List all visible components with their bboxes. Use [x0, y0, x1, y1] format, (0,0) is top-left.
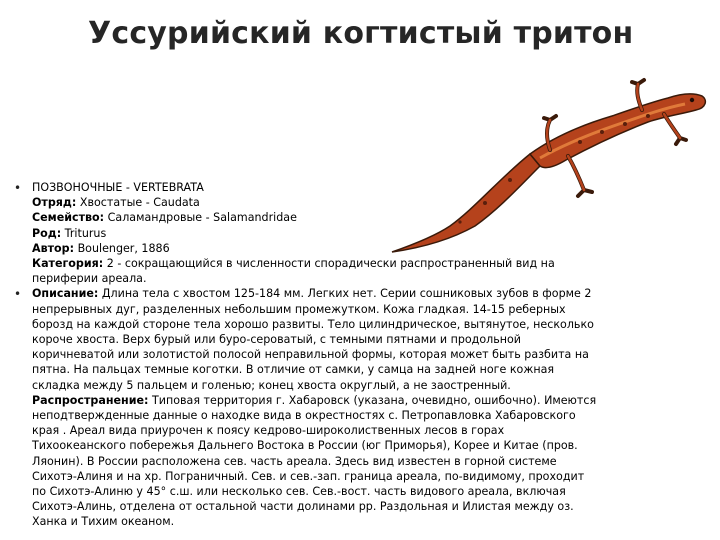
slide-title: Уссурийский когтистый тритон: [88, 16, 634, 51]
bullet-dot-icon: •: [14, 287, 22, 302]
content-bullets: [14, 180, 704, 530]
order-line: Отряд: Хвостатые - Caudata: [32, 196, 200, 210]
category-line: Категория: 2 - сокращающийся в численности спорадически распространенный вид на: [32, 257, 555, 271]
bullet-dot-icon: •: [14, 181, 22, 195]
newt-eye: [690, 98, 694, 102]
bullet-taxonomy: [14, 180, 704, 286]
bullet-description: • Описание: Длина тела с хвостом 125-184 мм. Легких нет. Серии сошниковых зубов в форме 2 непрерывных дуг, разделенных небольшим промежутком. Кожа гладкая. 14-15 реберных борозд на каждой стороне тела хорошо развиты. Тело цилиндрическое, вытянутое, несколько короче хвоста. Верх бурый или буро-сероватый, с темными пятнами и продольной коричневатой или золотистой полосой неправильной формы, которая может быть разбита на пятна. На пальцах темные коготки. В отличие от самки, у самца на задней ноге кожная складка между 5 пальцем и голенью; конец хвоста округлый, а не заостренный. Распространение: Типовая территория г. Хабаровск (указана, очевидно, ошибочно). Имеются неподтвержденные данные о находке вида в окрестностях с. Петропавловка Хабаровского края . Ареал вида приурочен к поясу кедрово-широколиственных лесов в горах Тихоокеанского побережья Дальнего Востока в России (юг Приморья), Корее и Китае (пров. Ляонин). В России расположена сев. часть ареала. Здесь вид известен в горной системе Сихотэ-Алиня и на хр. Пограничный. Сев. и сев.-зап. граница ареала, по-видимому, проходит по Сихотэ-Алиню у 45° с.ш. или несколько сев. Сев.-вост. часть видового ареала, включая Сихотэ-Алинь, отделена от остальной части долинами рр. Раздольная и Илистая между оз. Ханка и Тихим океаном.: [14, 287, 597, 529]
taxon-line: ПОЗВОНОЧНЫЕ - VERTEBRATA: [32, 181, 204, 194]
author-line: Автор: Boulenger, 1886: [32, 241, 170, 255]
category-line-2: периферии ареала.: [32, 272, 147, 286]
family-line: Семейство: Саламандровые - Salamandridae: [32, 211, 297, 225]
genus-line: Род: Triturus: [32, 226, 107, 240]
